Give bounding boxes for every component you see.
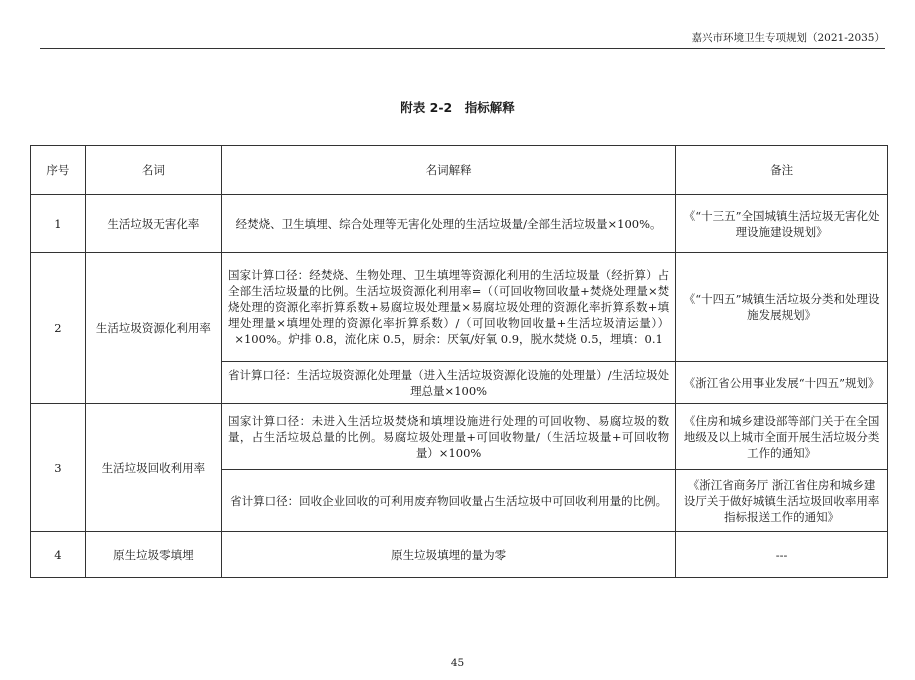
header-text: 嘉兴市环境卫生专项规划（2021-2035） xyxy=(691,32,885,44)
row-note-national: 《住房和城乡建设部等部门关于在全国地级及以上城市全面开展生活垃圾分类工作的通知》 xyxy=(676,404,888,470)
row-desc: 经焚烧、卫生填埋、综合处理等无害化处理的生活垃圾量/全部生活垃圾量×100%。 xyxy=(221,195,675,253)
header-index: 序号 xyxy=(31,146,86,195)
row-desc-national: 国家计算口径：未进入生活垃圾焚烧和填埋设施进行处理的可回收物、易腐垃圾的数量，占生活垃圾总量的比例。易腐垃圾处理量+可回收物量/（生活垃圾量+可回收物量）×100% xyxy=(221,404,675,470)
row-desc: 原生垃圾填埋的量为零 xyxy=(221,532,675,578)
table-row xyxy=(31,253,888,362)
row-note-national: 《“十四五”城镇生活垃圾分类和处理设施发展规划》 xyxy=(676,253,888,362)
row-name: 原生垃圾零填埋 xyxy=(85,532,221,578)
row-index: 2 xyxy=(31,253,86,404)
table-header-row xyxy=(31,146,888,195)
row-name: 生活垃圾无害化率 xyxy=(85,195,221,253)
table-row xyxy=(31,404,888,470)
table-row xyxy=(31,195,888,253)
page-header xyxy=(40,30,885,49)
row-name: 生活垃圾资源化利用率 xyxy=(85,253,221,404)
row-desc-provincial: 省计算口径：生活垃圾资源化处理量（进入生活垃圾资源化设施的处理量）/生活垃圾处理总量×100% xyxy=(221,362,675,404)
row-note-provincial: 《浙江省公用事业发展“十四五”规划》 xyxy=(676,362,888,404)
row-index: 3 xyxy=(31,404,86,532)
row-index: 4 xyxy=(31,532,86,578)
row-name: 生活垃圾回收利用率 xyxy=(85,404,221,532)
header-note: 备注 xyxy=(676,146,888,195)
indicator-table xyxy=(30,145,888,578)
row-note: 《“十三五”全国城镇生活垃圾无害化处理设施建设规划》 xyxy=(676,195,888,253)
page-number: 45 xyxy=(450,657,465,669)
table-title: 附表 2-2 指标解释 xyxy=(400,100,515,115)
row-index: 1 xyxy=(31,195,86,253)
row-note: --- xyxy=(676,532,888,578)
row-note-provincial: 《浙江省商务厅 浙江省住房和城乡建设厅关于做好城镇生活垃圾回收率用率指标报送工作的通知》 xyxy=(676,470,888,532)
row-desc-national: 国家计算口径：经焚烧、生物处理、卫生填埋等资源化利用的生活垃圾量（经折算）占全部生活垃圾量的比例。生活垃圾资源化利用率=（（可回收物回收量+焚烧处理量×焚烧处理的资源化率折算系数+易腐垃圾处理量×易腐垃圾处理的资源化率折算系数+填埋处理量×填埋处理的资源化率折算系数）/（可回收物回收量+生活垃圾清运量））×100%。炉排 0.8，流化床 0.5，厨余：厌氧/好氧 0.9，脱水焚烧 0.5，埋填：0.1 xyxy=(221,253,675,362)
header-desc: 名词解释 xyxy=(221,146,675,195)
header-name: 名词 xyxy=(85,146,221,195)
row-desc-provincial: 省计算口径：回收企业回收的可利用废弃物回收量占生活垃圾中可回收利用量的比例。 xyxy=(221,470,675,532)
table-row xyxy=(31,532,888,578)
